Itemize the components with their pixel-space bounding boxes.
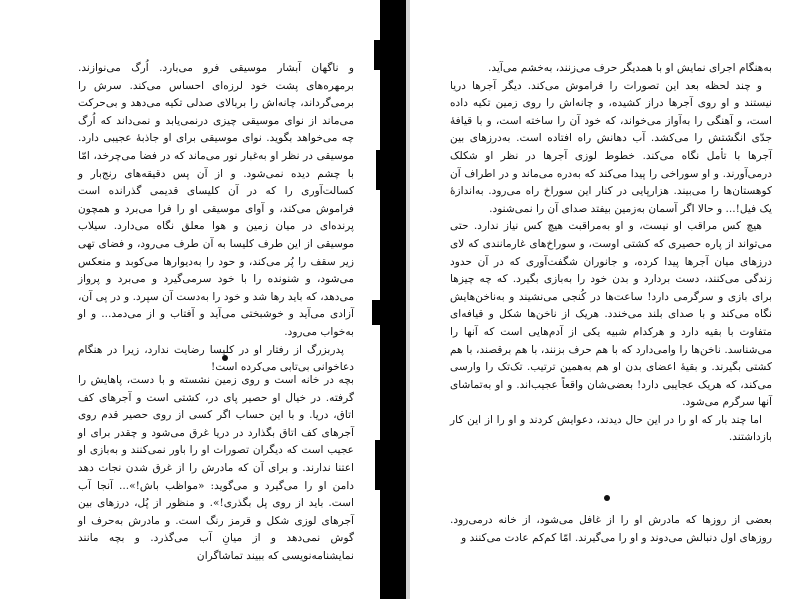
paragraph: هیچ کس مراقب او نیست، و او به‌مراقبت هیچ کس نیاز ندارد. حتی می‌تواند از پاره حصیری که کشتی اوست، و سوراخ‌های غارمانندی که لای درزهای میان آجرها پیدا کرده، و جانوران شگفت‌آوری که در آن حدود زندگی می‌کنند، دست بردارد و بدن خود را به‌بازی بگیرد. که چه چیزها برای بازی و سرگرمی دارد! ساعت‌ها در کُنجی می‌نشیند و به‌ناخن‌هایش نگاه می‌کند و با صدای بلند می‌خندد. هریک از ناخن‌ها شکل و قیافه‌ای متفاوت با بقیه دارد و هرکدام شبیه یکی از آدم‌هایی است که آنها را می‌شناسد. ناخن‌ها را وامی‌دارد که با هم حرف بزنند، با هم برقصند، با هم کشتی بگیرند. و بقیهٔ اعضای بدن او هم به‌همین ترتیب. تک‌تک را وارسی می‌کند، که هریک عجایبی دارد! بعضی‌شان واقعاً عجیب‌اند. و او به‌تماشای آنها سرگرم می‌شود. bbox=[450, 220, 772, 409]
left-page-section-2 bbox=[78, 372, 354, 566]
paragraph: و چند لحظه بعد این تصورات را فراموش می‌کند. دیگر آجرها دریا نیستند و او روی آجرها دراز کشیده، و چانه‌اش را روی زمین تکیه داده است، و آهنگی را به‌آواز می‌خواند، که خود آن را ساخته است، و با قیافهٔ جدّی انگشتش را می‌کشد. آب دهانش راه افتاده است. به‌درزهای بین آجرها با تأمل نگاه می‌کند. خطوط لوزی آجرها در نظر او شکلک درمی‌آورند. و او سوراخی را پیدا می‌کند که به‌دره می‌ماند و در اطراف آن کوهستان‌ها را می‌بیند. هزارپایی در کنار این سوراخ راه می‌رود. به‌اندازهٔ یک فیل!... و حالا اگر آسمان به‌زمین بیفتد صدای آن را نمی‌شنود. bbox=[450, 79, 772, 215]
section-separator-dot bbox=[604, 495, 610, 501]
paragraph: و ناگهان آبشار موسیقی فرو می‌بارد. اُرگ می‌نوازند. برمهره‌های پشت خود لرزه‌ای احساس می‌کند. سرش را برمی‌گرداند، چانه‌اش را بربالای صدلی تکیه می‌دهد و بی‌حرکت می‌ماند از نوای موسیقی چیزی درنمی‌یابد و نمی‌داند که اُرگ چه می‌خواهد بگوید. نوای موسیقی برای او جاذبهٔ عجیبی دارد. موسیقی در نظر او به‌غبار نور می‌ماند که در فضا می‌چرخد، امّا با چشم دیده نمی‌شود. و از آن پس دقیقه‌های رنج‌بار و کسالت‌آوری را که در آن کلیسای قدیمی گذرانده است فراموش می‌کند، و آوای موسیقی او را فرا می‌برد و همچون پرنده‌ای در میان زمین و هوا معلق نگاه می‌دارد. سیلاب موسیقی از این طرف کلیسا به آن طرف می‌رود، و فضای تهی زیر سقف را پُر می‌کند، و حود را به‌دیوارها می‌کوبد و منعکس می‌شود، و شنونده را با خود سرمی‌گیرد و می‌برد و پرواز می‌دهد، که باید رها شد و خود را به‌دست آن سپرد. و در پی آن، آزادی می‌آید و خوشبختی می‌آید و آفتاب و از می‌دمد... و او به‌خواب می‌رود. bbox=[78, 62, 354, 338]
left-page-section-1 bbox=[78, 60, 354, 377]
paragraph: پدربزرگ از رفتار او در کلیسا رضایت ندارد، زیرا در هنگام دعاخوانی بی‌تابی می‌کرده است! bbox=[78, 343, 354, 374]
paragraph: به‌هنگام اجرای نمایش او با همدیگر حرف می‌زنند، به‌خشم می‌آید. bbox=[488, 62, 772, 74]
paragraph: اما چند بار که او را در این حال دیدند، دعوایش کردند و او را از این کار بازداشتند. bbox=[450, 413, 772, 444]
right-page bbox=[410, 0, 812, 599]
scan-shadow bbox=[380, 0, 406, 599]
section-separator-dot bbox=[222, 355, 228, 361]
paragraph: بعضی از روزها که مادرش او را از غافل می‌شود، از خانه درمی‌رود. روزهای اول دنبالش می‌دوند و او را می‌گیرند. امّا کم‌کم عادت می‌کنند و bbox=[450, 514, 772, 544]
paragraph: بچه در خانه است و روی زمین نشسته و با دست، پاهایش را گرفته. در خیال او حصیر پای در، کشتی است و آجرهای کف اتاق، دریا. و با این حساب اگر کسی از روی حصیر قدم روی آجرهای کف اتاق بگذارد در دریا غرق می‌شود و چقدر برای او عجیب است که دیگران تصورات او را باور نمی‌کنند و به‌بازی او اعتنا ندارند. و برای آن که مادرش را از غرق شدن نجات دهد دامن او را می‌گیرد و می‌گوید: «مواظب باش!»... آنجا آب است. باید از روی پل بگذری!». و منظور از پُل، درزهای بین آجرهای لوزی شکل و قرمز رنگ است. و مادرش به‌حرف او گوش نمی‌دهد و از میانِ آب می‌گذرد. و بچه مانند نمایشنامه‌نویسی که ببیند تماشاگران bbox=[78, 374, 354, 562]
right-page-section-2 bbox=[450, 512, 772, 547]
right-page-section-1 bbox=[450, 60, 772, 447]
